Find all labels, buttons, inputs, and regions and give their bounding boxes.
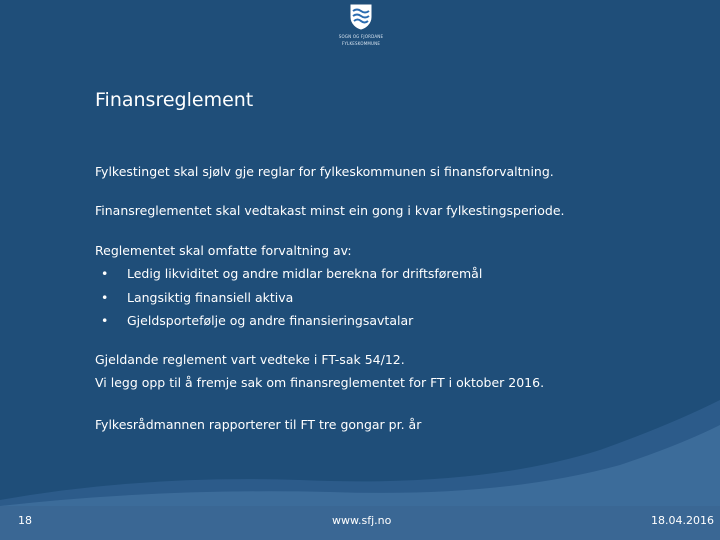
bullet-icon: • xyxy=(101,289,109,305)
list-item xyxy=(95,286,482,310)
paragraph-4a: Gjeldande reglement vart vedteke i FT-sak 54/12. xyxy=(95,352,405,367)
list-item-text: Langsiktig finansiell aktiva xyxy=(127,289,294,305)
list-item-text: Gjeldsportefølje og andre finansieringsavtalar xyxy=(127,313,414,328)
paragraph-2: Finansreglementet skal vedtakast minst ein gong i kvar fylkestingsperiode. xyxy=(95,203,565,218)
footer-url: www.sfj.no xyxy=(332,514,392,527)
bullet-icon: • xyxy=(101,266,109,281)
slide-title: Finansreglement xyxy=(95,89,254,111)
list-item xyxy=(95,309,482,333)
footer-date: 18.04.2016 xyxy=(651,514,714,527)
decorative-wave xyxy=(0,380,720,510)
paragraph-5: Fylkesrådmannen rapporterer til FT tre gongar pr. år xyxy=(95,417,422,432)
paragraph-3: Reglementet skal omfatte forvaltning av: xyxy=(95,243,352,258)
coat-of-arms-icon xyxy=(350,4,372,30)
slide-number: 18 xyxy=(18,514,32,527)
logo-text-line2: FYLKESKOMMUNE xyxy=(341,41,381,46)
paragraph-1: Fylkestinget skal sjølv gje reglar for fylkeskommunen si finansforvaltning. xyxy=(95,164,554,179)
paragraph-4b: Vi legg opp til å fremje sak om finansreglementet for FT i oktober 2016. xyxy=(95,375,545,390)
bullet-icon: • xyxy=(101,313,109,328)
county-logo xyxy=(330,4,392,48)
footer-bar xyxy=(0,506,720,540)
list-item xyxy=(95,262,482,286)
bullet-list xyxy=(95,262,482,333)
logo-text-line1: SOGN OG FJORDANE xyxy=(338,34,384,39)
list-item-text: Ledig likviditet og andre midlar berekna for driftsføremål xyxy=(127,266,483,281)
